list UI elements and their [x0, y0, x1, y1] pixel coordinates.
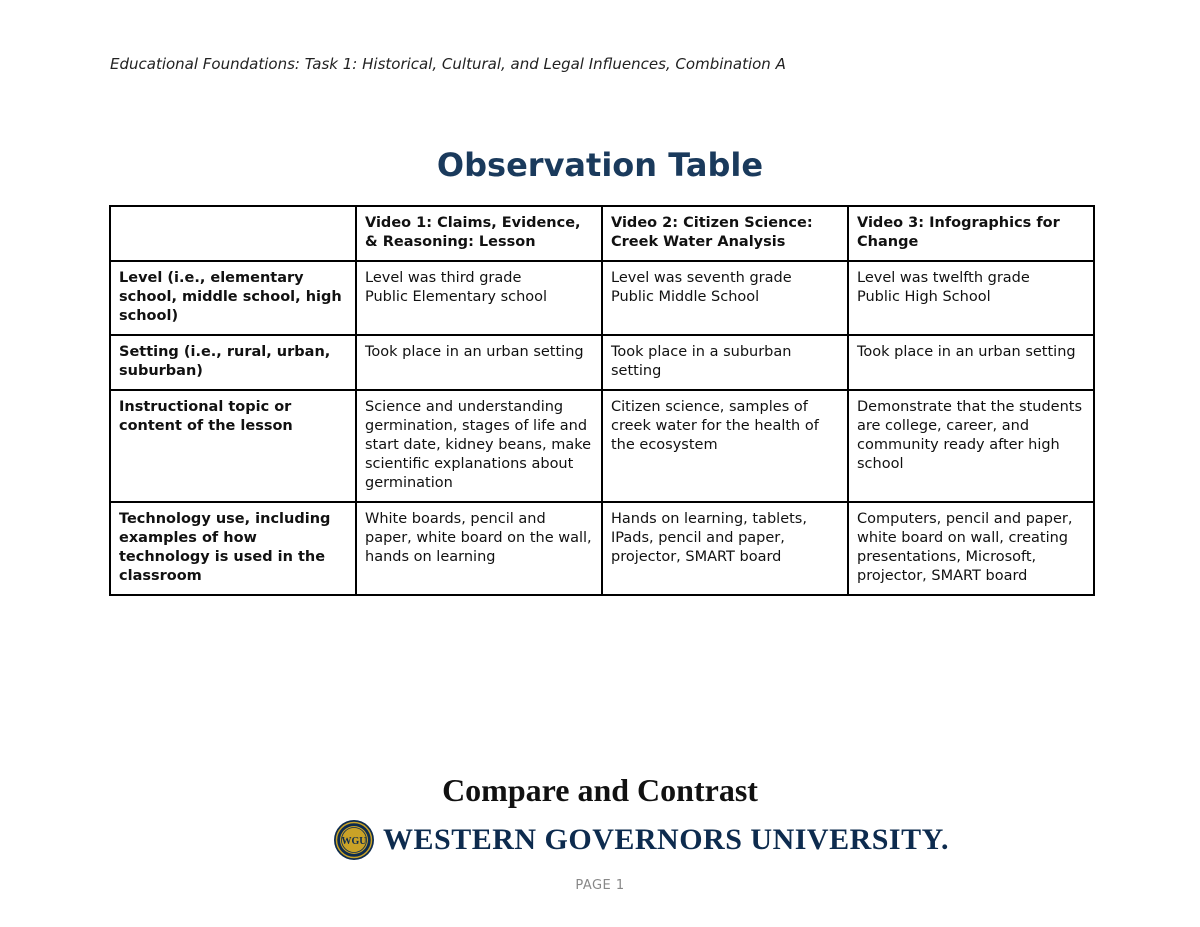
table-header-cell: Video 3: Infographics for Change [848, 206, 1094, 261]
table-cell [848, 335, 1094, 390]
table-row [110, 390, 1094, 502]
cell-text: Public High School [857, 289, 991, 305]
table-cell [356, 261, 602, 335]
cell-text: Level was third grade [365, 270, 522, 286]
cell-text: Level was twelfth grade [857, 270, 1030, 286]
table-cell [602, 335, 848, 390]
table-cell [356, 502, 602, 595]
observation-table [109, 205, 1095, 596]
table-row [110, 502, 1094, 595]
cell-text: Took place in an urban setting [365, 344, 584, 360]
table-cell [848, 390, 1094, 502]
cell-text: Citizen science, samples of creek water for the health of the ecosystem [611, 399, 819, 453]
cell-text: Level was seventh grade [611, 270, 792, 286]
compare-contrast-title: Compare and Contrast [442, 772, 758, 808]
seal-text: WGU [341, 836, 367, 847]
table-cell [848, 261, 1094, 335]
table-header-row [110, 206, 1094, 261]
cell-text: White boards, pencil and paper, white board on the wall, hands on learning [365, 511, 592, 565]
table-cell [356, 390, 602, 502]
table-cell [602, 261, 848, 335]
table-header-cell [110, 206, 356, 261]
cell-text: Took place in an urban setting [857, 344, 1076, 360]
table-cell [848, 502, 1094, 595]
cell-text: Computers, pencil and paper, white board on wall, creating presentations, Microsoft, projector, SMART board [857, 511, 1073, 584]
table-cell [356, 335, 602, 390]
cell-text: Science and understanding germination, stages of life and start date, kidney beans, make scientific explanations about germination [365, 399, 592, 491]
row-label: Technology use, including examples of how technology is used in the classroom [110, 502, 356, 595]
table-header-cell: Video 2: Citizen Science: Creek Water Analysis [602, 206, 848, 261]
table-cell [602, 502, 848, 595]
cell-text: Demonstrate that the students are college, career, and community ready after high school [857, 399, 1083, 472]
logo-text: WESTERN GOVERNORS UNIVERSITY. [383, 823, 950, 856]
row-label: Setting (i.e., rural, urban, suburban) [110, 335, 356, 390]
cell-text: Took place in a suburban setting [611, 344, 792, 379]
wgu-logo [333, 818, 949, 862]
page-number: PAGE 1 [575, 878, 625, 893]
table-row [110, 261, 1094, 335]
row-label: Level (i.e., elementary school, middle school, high school) [110, 261, 356, 335]
cell-text: Hands on learning, tablets, IPads, pencil and paper, projector, SMART board [611, 511, 807, 565]
wgu-seal-icon [333, 819, 375, 861]
table-row [110, 335, 1094, 390]
cell-text: Public Elementary school [365, 289, 548, 305]
table-cell [602, 390, 848, 502]
table-header-cell: Video 1: Claims, Evidence, & Reasoning: Lesson [356, 206, 602, 261]
cell-text: Public Middle School [611, 289, 760, 305]
row-label: Instructional topic or content of the lesson [110, 390, 356, 502]
document-header: Educational Foundations: Task 1: Historical, Cultural, and Legal Influences, Combination A [110, 55, 786, 73]
page-title: Observation Table [436, 146, 764, 184]
